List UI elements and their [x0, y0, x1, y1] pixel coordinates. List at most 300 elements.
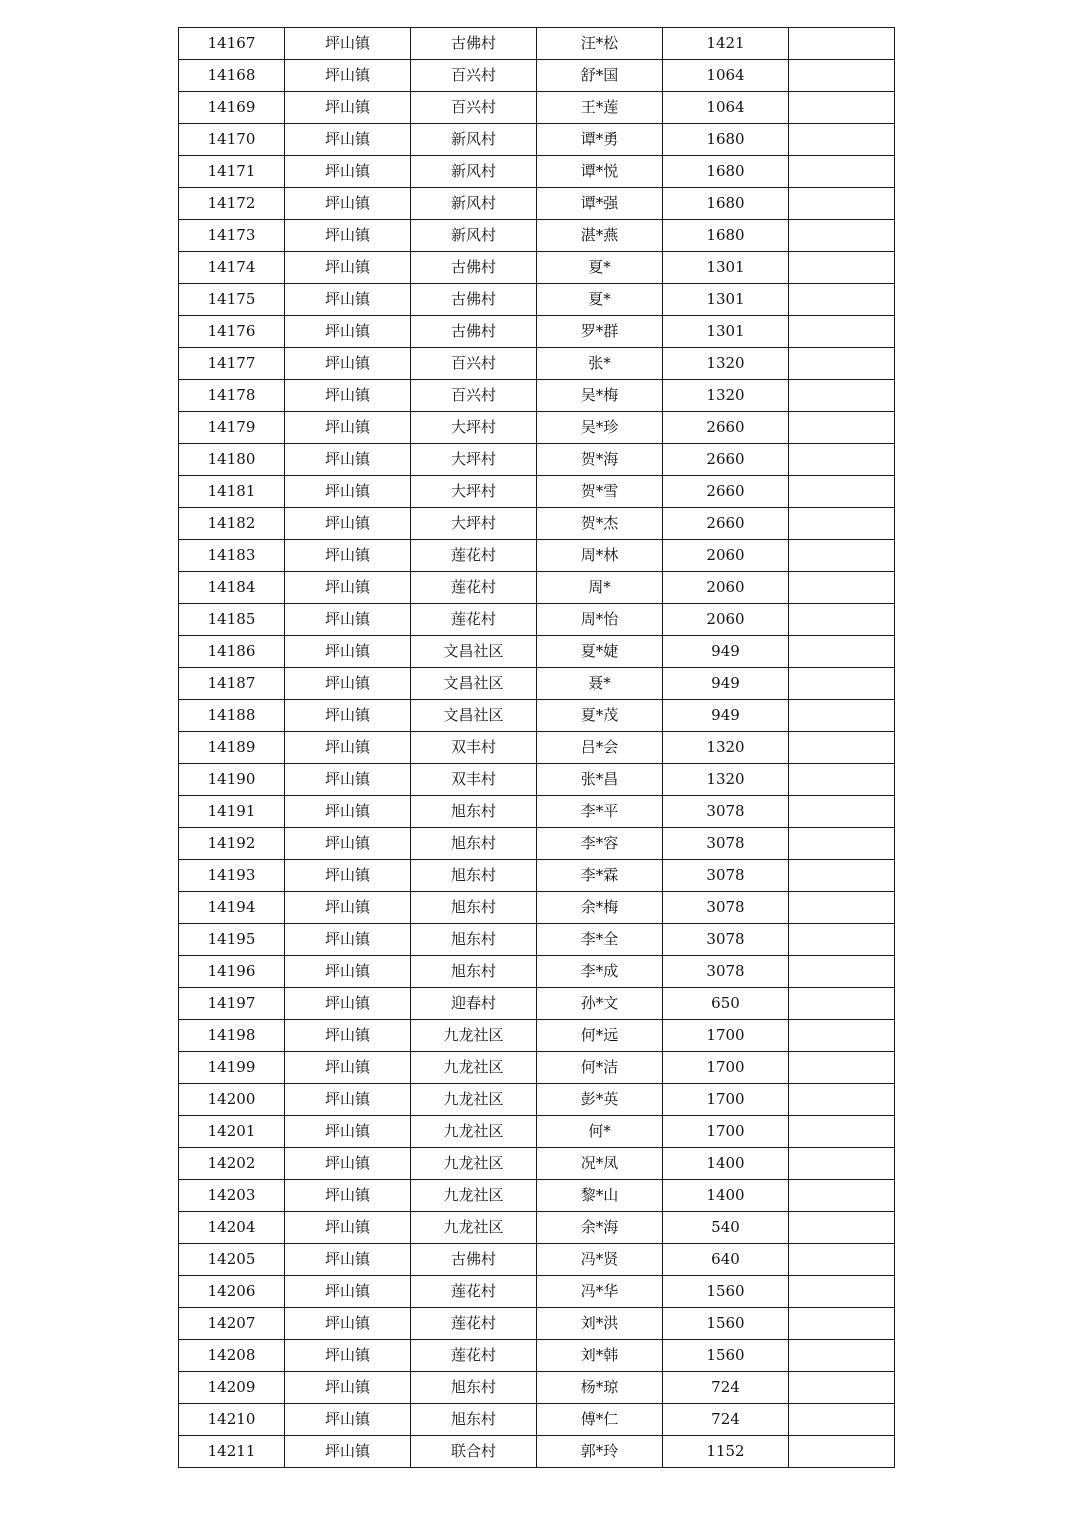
name-cell: 周* — [537, 572, 663, 604]
table-row — [179, 1404, 895, 1436]
town-cell: 坪山镇 — [285, 1212, 411, 1244]
name-cell: 吴*珍 — [537, 412, 663, 444]
note-cell — [789, 1180, 895, 1212]
village-cell: 九龙社区 — [411, 1116, 537, 1148]
table-row — [179, 700, 895, 732]
town-cell: 坪山镇 — [285, 1308, 411, 1340]
table-row — [179, 1052, 895, 1084]
table-row — [179, 1212, 895, 1244]
table-row — [179, 1180, 895, 1212]
table-row — [179, 1116, 895, 1148]
name-cell: 周*怡 — [537, 604, 663, 636]
note-cell — [789, 1340, 895, 1372]
row-number-cell: 14204 — [179, 1212, 285, 1244]
note-cell — [789, 988, 895, 1020]
town-cell: 坪山镇 — [285, 412, 411, 444]
table-row — [179, 348, 895, 380]
note-cell — [789, 508, 895, 540]
table-row — [179, 636, 895, 668]
row-number-cell: 14211 — [179, 1436, 285, 1468]
village-cell: 百兴村 — [411, 92, 537, 124]
amount-cell: 1400 — [663, 1180, 789, 1212]
town-cell: 坪山镇 — [285, 1020, 411, 1052]
row-number-cell: 14210 — [179, 1404, 285, 1436]
village-cell: 联合村 — [411, 1436, 537, 1468]
table-row — [179, 220, 895, 252]
name-cell: 夏*茂 — [537, 700, 663, 732]
name-cell: 余*海 — [537, 1212, 663, 1244]
row-number-cell: 14169 — [179, 92, 285, 124]
name-cell: 李*成 — [537, 956, 663, 988]
row-number-cell: 14209 — [179, 1372, 285, 1404]
table-row — [179, 956, 895, 988]
amount-cell: 1680 — [663, 220, 789, 252]
name-cell: 孙*文 — [537, 988, 663, 1020]
town-cell: 坪山镇 — [285, 1148, 411, 1180]
village-cell: 新风村 — [411, 156, 537, 188]
village-cell: 大坪村 — [411, 476, 537, 508]
row-number-cell: 14176 — [179, 316, 285, 348]
table-row — [179, 508, 895, 540]
table-row — [179, 732, 895, 764]
row-number-cell: 14200 — [179, 1084, 285, 1116]
amount-cell: 1680 — [663, 156, 789, 188]
amount-cell: 540 — [663, 1212, 789, 1244]
table-row — [179, 1436, 895, 1468]
row-number-cell: 14206 — [179, 1276, 285, 1308]
town-cell: 坪山镇 — [285, 1372, 411, 1404]
note-cell — [789, 1020, 895, 1052]
row-number-cell: 14184 — [179, 572, 285, 604]
name-cell: 罗*群 — [537, 316, 663, 348]
village-cell: 古佛村 — [411, 316, 537, 348]
town-cell: 坪山镇 — [285, 1052, 411, 1084]
village-cell: 莲花村 — [411, 1308, 537, 1340]
note-cell — [789, 892, 895, 924]
table-row — [179, 1372, 895, 1404]
table-row — [179, 284, 895, 316]
table-row — [179, 28, 895, 60]
row-number-cell: 14191 — [179, 796, 285, 828]
note-cell — [789, 1212, 895, 1244]
village-cell: 文昌社区 — [411, 700, 537, 732]
amount-cell: 1320 — [663, 764, 789, 796]
name-cell: 黎*山 — [537, 1180, 663, 1212]
note-cell — [789, 1436, 895, 1468]
village-cell: 文昌社区 — [411, 636, 537, 668]
name-cell: 李*霖 — [537, 860, 663, 892]
town-cell: 坪山镇 — [285, 636, 411, 668]
amount-cell: 3078 — [663, 924, 789, 956]
town-cell: 坪山镇 — [285, 956, 411, 988]
amount-cell: 3078 — [663, 956, 789, 988]
row-number-cell: 14201 — [179, 1116, 285, 1148]
town-cell: 坪山镇 — [285, 124, 411, 156]
amount-cell: 1301 — [663, 284, 789, 316]
amount-cell: 1064 — [663, 60, 789, 92]
name-cell: 贺*雪 — [537, 476, 663, 508]
name-cell: 李*全 — [537, 924, 663, 956]
name-cell: 李*平 — [537, 796, 663, 828]
village-cell: 迎春村 — [411, 988, 537, 1020]
note-cell — [789, 156, 895, 188]
village-cell: 九龙社区 — [411, 1180, 537, 1212]
table-row — [179, 1084, 895, 1116]
village-cell: 百兴村 — [411, 348, 537, 380]
name-cell: 夏* — [537, 284, 663, 316]
name-cell: 吕*会 — [537, 732, 663, 764]
village-cell: 旭东村 — [411, 956, 537, 988]
town-cell: 坪山镇 — [285, 860, 411, 892]
table-row — [179, 988, 895, 1020]
note-cell — [789, 476, 895, 508]
row-number-cell: 14205 — [179, 1244, 285, 1276]
amount-cell: 949 — [663, 700, 789, 732]
amount-cell: 724 — [663, 1372, 789, 1404]
row-number-cell: 14192 — [179, 828, 285, 860]
town-cell: 坪山镇 — [285, 892, 411, 924]
note-cell — [789, 220, 895, 252]
name-cell: 贺*杰 — [537, 508, 663, 540]
note-cell — [789, 924, 895, 956]
note-cell — [789, 572, 895, 604]
table-row — [179, 860, 895, 892]
table-row — [179, 156, 895, 188]
row-number-cell: 14188 — [179, 700, 285, 732]
table-row — [179, 444, 895, 476]
amount-cell: 3078 — [663, 892, 789, 924]
town-cell: 坪山镇 — [285, 1340, 411, 1372]
amount-cell: 1560 — [663, 1340, 789, 1372]
amount-cell: 3078 — [663, 828, 789, 860]
town-cell: 坪山镇 — [285, 284, 411, 316]
town-cell: 坪山镇 — [285, 60, 411, 92]
village-cell: 古佛村 — [411, 1244, 537, 1276]
row-number-cell: 14195 — [179, 924, 285, 956]
name-cell: 吴*梅 — [537, 380, 663, 412]
village-cell: 莲花村 — [411, 604, 537, 636]
village-cell: 旭东村 — [411, 828, 537, 860]
note-cell — [789, 540, 895, 572]
row-number-cell: 14207 — [179, 1308, 285, 1340]
village-cell: 莲花村 — [411, 540, 537, 572]
table-row — [179, 1148, 895, 1180]
town-cell: 坪山镇 — [285, 1404, 411, 1436]
name-cell: 刘*洪 — [537, 1308, 663, 1340]
name-cell: 杨*琼 — [537, 1372, 663, 1404]
note-cell — [789, 1148, 895, 1180]
village-cell: 九龙社区 — [411, 1148, 537, 1180]
amount-cell: 2060 — [663, 604, 789, 636]
table-row — [179, 412, 895, 444]
note-cell — [789, 380, 895, 412]
town-cell: 坪山镇 — [285, 1276, 411, 1308]
town-cell: 坪山镇 — [285, 700, 411, 732]
name-cell: 聂* — [537, 668, 663, 700]
row-number-cell: 14187 — [179, 668, 285, 700]
table-row — [179, 60, 895, 92]
amount-cell: 650 — [663, 988, 789, 1020]
note-cell — [789, 956, 895, 988]
name-cell: 冯*贤 — [537, 1244, 663, 1276]
row-number-cell: 14175 — [179, 284, 285, 316]
name-cell: 谭*强 — [537, 188, 663, 220]
amount-cell: 1700 — [663, 1020, 789, 1052]
note-cell — [789, 28, 895, 60]
note-cell — [789, 284, 895, 316]
row-number-cell: 14168 — [179, 60, 285, 92]
name-cell: 何*远 — [537, 1020, 663, 1052]
data-table — [178, 27, 895, 1468]
table-body — [179, 28, 895, 1468]
note-cell — [789, 348, 895, 380]
name-cell: 余*梅 — [537, 892, 663, 924]
name-cell: 谭*勇 — [537, 124, 663, 156]
table-row — [179, 1244, 895, 1276]
note-cell — [789, 316, 895, 348]
amount-cell: 1700 — [663, 1116, 789, 1148]
name-cell: 彭*英 — [537, 1084, 663, 1116]
note-cell — [789, 188, 895, 220]
village-cell: 莲花村 — [411, 1276, 537, 1308]
town-cell: 坪山镇 — [285, 252, 411, 284]
table-row — [179, 604, 895, 636]
row-number-cell: 14199 — [179, 1052, 285, 1084]
table-row — [179, 796, 895, 828]
table-row — [179, 252, 895, 284]
name-cell: 刘*韩 — [537, 1340, 663, 1372]
note-cell — [789, 92, 895, 124]
row-number-cell: 14182 — [179, 508, 285, 540]
row-number-cell: 14198 — [179, 1020, 285, 1052]
amount-cell: 2660 — [663, 476, 789, 508]
note-cell — [789, 860, 895, 892]
table-row — [179, 828, 895, 860]
row-number-cell: 14167 — [179, 28, 285, 60]
village-cell: 新风村 — [411, 220, 537, 252]
note-cell — [789, 732, 895, 764]
amount-cell: 1320 — [663, 348, 789, 380]
amount-cell: 724 — [663, 1404, 789, 1436]
table-row — [179, 1276, 895, 1308]
town-cell: 坪山镇 — [285, 1244, 411, 1276]
village-cell: 九龙社区 — [411, 1020, 537, 1052]
name-cell: 舒*国 — [537, 60, 663, 92]
village-cell: 莲花村 — [411, 1340, 537, 1372]
town-cell: 坪山镇 — [285, 604, 411, 636]
name-cell: 况*凤 — [537, 1148, 663, 1180]
town-cell: 坪山镇 — [285, 1180, 411, 1212]
town-cell: 坪山镇 — [285, 668, 411, 700]
town-cell: 坪山镇 — [285, 1436, 411, 1468]
amount-cell: 3078 — [663, 860, 789, 892]
amount-cell: 1680 — [663, 124, 789, 156]
note-cell — [789, 1308, 895, 1340]
note-cell — [789, 796, 895, 828]
table-row — [179, 892, 895, 924]
note-cell — [789, 444, 895, 476]
amount-cell: 2060 — [663, 572, 789, 604]
table-row — [179, 1308, 895, 1340]
town-cell: 坪山镇 — [285, 28, 411, 60]
amount-cell: 1301 — [663, 316, 789, 348]
village-cell: 古佛村 — [411, 28, 537, 60]
village-cell: 旭东村 — [411, 924, 537, 956]
village-cell: 百兴村 — [411, 60, 537, 92]
village-cell: 新风村 — [411, 188, 537, 220]
name-cell: 王*莲 — [537, 92, 663, 124]
amount-cell: 2060 — [663, 540, 789, 572]
note-cell — [789, 668, 895, 700]
note-cell — [789, 124, 895, 156]
village-cell: 旭东村 — [411, 796, 537, 828]
village-cell: 古佛村 — [411, 252, 537, 284]
row-number-cell: 14170 — [179, 124, 285, 156]
table-row — [179, 764, 895, 796]
village-cell: 大坪村 — [411, 444, 537, 476]
village-cell: 新风村 — [411, 124, 537, 156]
name-cell: 何*洁 — [537, 1052, 663, 1084]
town-cell: 坪山镇 — [285, 188, 411, 220]
row-number-cell: 14186 — [179, 636, 285, 668]
row-number-cell: 14202 — [179, 1148, 285, 1180]
row-number-cell: 14180 — [179, 444, 285, 476]
town-cell: 坪山镇 — [285, 476, 411, 508]
amount-cell: 949 — [663, 636, 789, 668]
note-cell — [789, 828, 895, 860]
amount-cell: 1421 — [663, 28, 789, 60]
town-cell: 坪山镇 — [285, 796, 411, 828]
row-number-cell: 14196 — [179, 956, 285, 988]
village-cell: 九龙社区 — [411, 1052, 537, 1084]
village-cell: 大坪村 — [411, 508, 537, 540]
row-number-cell: 14181 — [179, 476, 285, 508]
note-cell — [789, 604, 895, 636]
town-cell: 坪山镇 — [285, 380, 411, 412]
village-cell: 双丰村 — [411, 732, 537, 764]
table-row — [179, 1020, 895, 1052]
row-number-cell: 14193 — [179, 860, 285, 892]
amount-cell: 1680 — [663, 188, 789, 220]
village-cell: 文昌社区 — [411, 668, 537, 700]
name-cell: 傅*仁 — [537, 1404, 663, 1436]
table-row — [179, 572, 895, 604]
row-number-cell: 14190 — [179, 764, 285, 796]
note-cell — [789, 1244, 895, 1276]
name-cell: 冯*华 — [537, 1276, 663, 1308]
name-cell: 张*昌 — [537, 764, 663, 796]
note-cell — [789, 1276, 895, 1308]
amount-cell: 2660 — [663, 444, 789, 476]
village-cell: 九龙社区 — [411, 1212, 537, 1244]
town-cell: 坪山镇 — [285, 1116, 411, 1148]
amount-cell: 1400 — [663, 1148, 789, 1180]
village-cell: 莲花村 — [411, 572, 537, 604]
table-row — [179, 1340, 895, 1372]
note-cell — [789, 1404, 895, 1436]
town-cell: 坪山镇 — [285, 92, 411, 124]
town-cell: 坪山镇 — [285, 924, 411, 956]
amount-cell: 1700 — [663, 1084, 789, 1116]
note-cell — [789, 1052, 895, 1084]
table-row — [179, 92, 895, 124]
row-number-cell: 14183 — [179, 540, 285, 572]
amount-cell: 640 — [663, 1244, 789, 1276]
note-cell — [789, 636, 895, 668]
row-number-cell: 14173 — [179, 220, 285, 252]
village-cell: 古佛村 — [411, 284, 537, 316]
amount-cell: 1560 — [663, 1276, 789, 1308]
table-row — [179, 924, 895, 956]
table-row — [179, 668, 895, 700]
village-cell: 双丰村 — [411, 764, 537, 796]
note-cell — [789, 412, 895, 444]
amount-cell: 3078 — [663, 796, 789, 828]
table-row — [179, 476, 895, 508]
town-cell: 坪山镇 — [285, 316, 411, 348]
row-number-cell: 14185 — [179, 604, 285, 636]
note-cell — [789, 60, 895, 92]
row-number-cell: 14189 — [179, 732, 285, 764]
name-cell: 谭*悦 — [537, 156, 663, 188]
name-cell: 周*林 — [537, 540, 663, 572]
row-number-cell: 14172 — [179, 188, 285, 220]
town-cell: 坪山镇 — [285, 444, 411, 476]
village-cell: 大坪村 — [411, 412, 537, 444]
name-cell: 郭*玲 — [537, 1436, 663, 1468]
town-cell: 坪山镇 — [285, 540, 411, 572]
row-number-cell: 14174 — [179, 252, 285, 284]
table-row — [179, 316, 895, 348]
table-row — [179, 124, 895, 156]
name-cell: 张* — [537, 348, 663, 380]
row-number-cell: 14179 — [179, 412, 285, 444]
name-cell: 夏*婕 — [537, 636, 663, 668]
town-cell: 坪山镇 — [285, 572, 411, 604]
table-row — [179, 188, 895, 220]
amount-cell: 2660 — [663, 508, 789, 540]
row-number-cell: 14177 — [179, 348, 285, 380]
row-number-cell: 14171 — [179, 156, 285, 188]
amount-cell: 1700 — [663, 1052, 789, 1084]
row-number-cell: 14208 — [179, 1340, 285, 1372]
town-cell: 坪山镇 — [285, 348, 411, 380]
town-cell: 坪山镇 — [285, 764, 411, 796]
name-cell: 贺*海 — [537, 444, 663, 476]
town-cell: 坪山镇 — [285, 508, 411, 540]
town-cell: 坪山镇 — [285, 1084, 411, 1116]
row-number-cell: 14203 — [179, 1180, 285, 1212]
amount-cell: 949 — [663, 668, 789, 700]
village-cell: 百兴村 — [411, 380, 537, 412]
amount-cell: 1301 — [663, 252, 789, 284]
table-row — [179, 540, 895, 572]
row-number-cell: 14197 — [179, 988, 285, 1020]
row-number-cell: 14178 — [179, 380, 285, 412]
name-cell: 何* — [537, 1116, 663, 1148]
amount-cell: 1560 — [663, 1308, 789, 1340]
town-cell: 坪山镇 — [285, 988, 411, 1020]
name-cell: 湛*燕 — [537, 220, 663, 252]
town-cell: 坪山镇 — [285, 828, 411, 860]
village-cell: 旭东村 — [411, 860, 537, 892]
town-cell: 坪山镇 — [285, 156, 411, 188]
name-cell: 李*容 — [537, 828, 663, 860]
name-cell: 汪*松 — [537, 28, 663, 60]
row-number-cell: 14194 — [179, 892, 285, 924]
amount-cell: 1320 — [663, 732, 789, 764]
village-cell: 旭东村 — [411, 1404, 537, 1436]
